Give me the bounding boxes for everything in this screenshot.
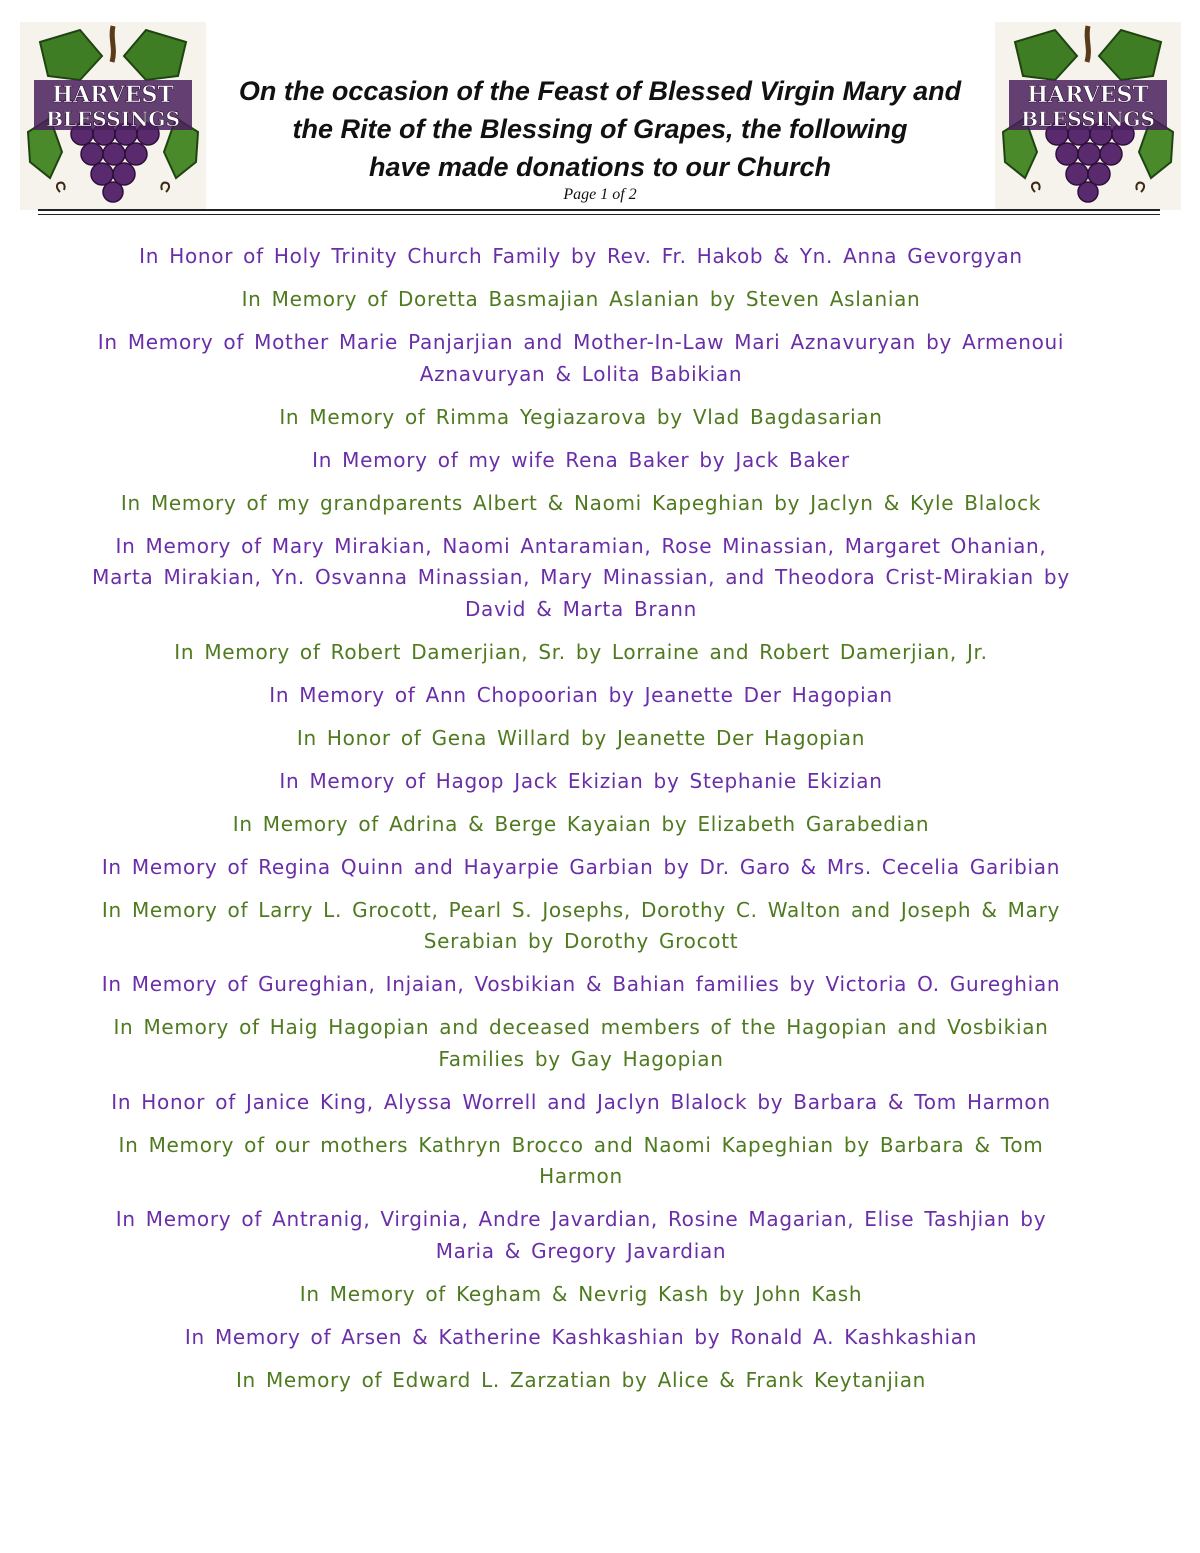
title-line-1: On the occasion of the Feast of Blessed Virgin Mary and: [238, 76, 962, 106]
donation-entry: In Memory of my grandparents Albert & Naomi Kapeghian by Jaclyn & Kyle Blalock: [120, 490, 1042, 515]
header-rule: [38, 209, 1160, 211]
page-header: [0, 0, 1200, 220]
donation-entry: In Memory of our mothers Kathryn Brocco and Naomi Kapeghian by Barbara & Tom Harmon: [118, 1132, 1044, 1188]
donation-entry: In Memory of my wife Rena Baker by Jack Baker: [312, 447, 850, 472]
harvest-blessings-logo-right: [995, 22, 1181, 210]
donation-entry: In Memory of Rimma Yegiazarova by Vlad Bagdasarian: [279, 404, 883, 429]
donation-entry: In Memory of Robert Damerjian, Sr. by Lorraine and Robert Damerjian, Jr.: [174, 639, 988, 664]
donation-entry: In Honor of Janice King, Alyssa Worrell and Jaclyn Blalock by Barbara & Tom Harmon: [111, 1089, 1051, 1114]
donation-entry: In Memory of Gureghian, Injaian, Vosbikian & Bahian families by Victoria O. Gureghian: [101, 972, 1061, 996]
donation-entry: In Memory of Kegham & Nevrig Kash by John Kash: [299, 1281, 863, 1306]
donation-entry: In Memory of Adrina & Berge Kayaian by Elizabeth Garabedian: [232, 811, 930, 836]
donation-entry: In Memory of Antranig, Virginia, Andre Javardian, Rosine Magarian, Elise Tashjian by Maria & Gregory Javardian: [115, 1207, 1047, 1263]
donation-list: [90, 241, 1072, 1408]
title-line-2: the Rite of the Blessing of Grapes, the following: [292, 114, 908, 144]
title-line-3: have made donations to our Church: [368, 152, 832, 182]
grape-cluster-icon: [995, 22, 1181, 210]
donation-entry: In Honor of Gena Willard by Jeanette Der Hagopian: [296, 725, 866, 750]
donation-entry: In Memory of Regina Quinn and Hayarpie Garbian by Dr. Garo & Mrs. Cecelia Garibian: [101, 854, 1061, 879]
donation-entry: In Memory of Doretta Basmajian Aslanian by Steven Aslanian: [241, 287, 921, 311]
donation-entry: In Memory of Mother Marie Panjarjian and Mother-In-Law Mari Aznavuryan by Armenoui Aznavuryan & Lolita Babikian: [97, 330, 1065, 386]
donation-entry: In Honor of Holy Trinity Church Family by Rev. Fr. Hakob & Yn. Anna Gevorgyan: [139, 244, 1023, 268]
logo-line-1: HARVEST: [52, 82, 174, 108]
logo-line-2: BLESSINGS: [46, 107, 180, 131]
grape-cluster-icon: [20, 22, 206, 210]
donation-entry: In Memory of Haig Hagopian and deceased members of the Hagopian and Vosbikian Families by Gay Hagopian: [113, 1015, 1049, 1071]
donation-entry: In Memory of Ann Chopoorian by Jeanette Der Hagopian: [269, 682, 893, 707]
harvest-blessings-logo-left: [20, 22, 206, 210]
header-rule-thin: [38, 214, 1160, 215]
donation-entry: In Memory of Edward L. Zarzatian by Alice & Frank Keytanjian: [235, 1367, 927, 1392]
donation-entry: In Memory of Arsen & Katherine Kashkashian by Ronald A. Kashkashian: [184, 1324, 978, 1349]
logo-line-2: BLESSINGS: [1021, 107, 1155, 131]
title-block: [220, 72, 980, 204]
donation-entry: In Memory of Mary Mirakian, Naomi Antaramian, Rose Minassian, Margaret Ohanian, Marta Mirakian, Yn. Osvanna Minassian, Mary Minassian, and Theodora Crist-Mirakian by David & Marta Brann: [92, 533, 1070, 621]
donation-entry: In Memory of Larry L. Grocott, Pearl S. Josephs, Dorothy C. Walton and Joseph & Mary Serabian by Dorothy Grocott: [101, 897, 1061, 953]
logo-line-1: HARVEST: [1027, 82, 1149, 108]
page-number: Page 1 of 2: [563, 186, 637, 203]
donation-entry: In Memory of Hagop Jack Ekizian by Stephanie Ekizian: [279, 768, 883, 793]
